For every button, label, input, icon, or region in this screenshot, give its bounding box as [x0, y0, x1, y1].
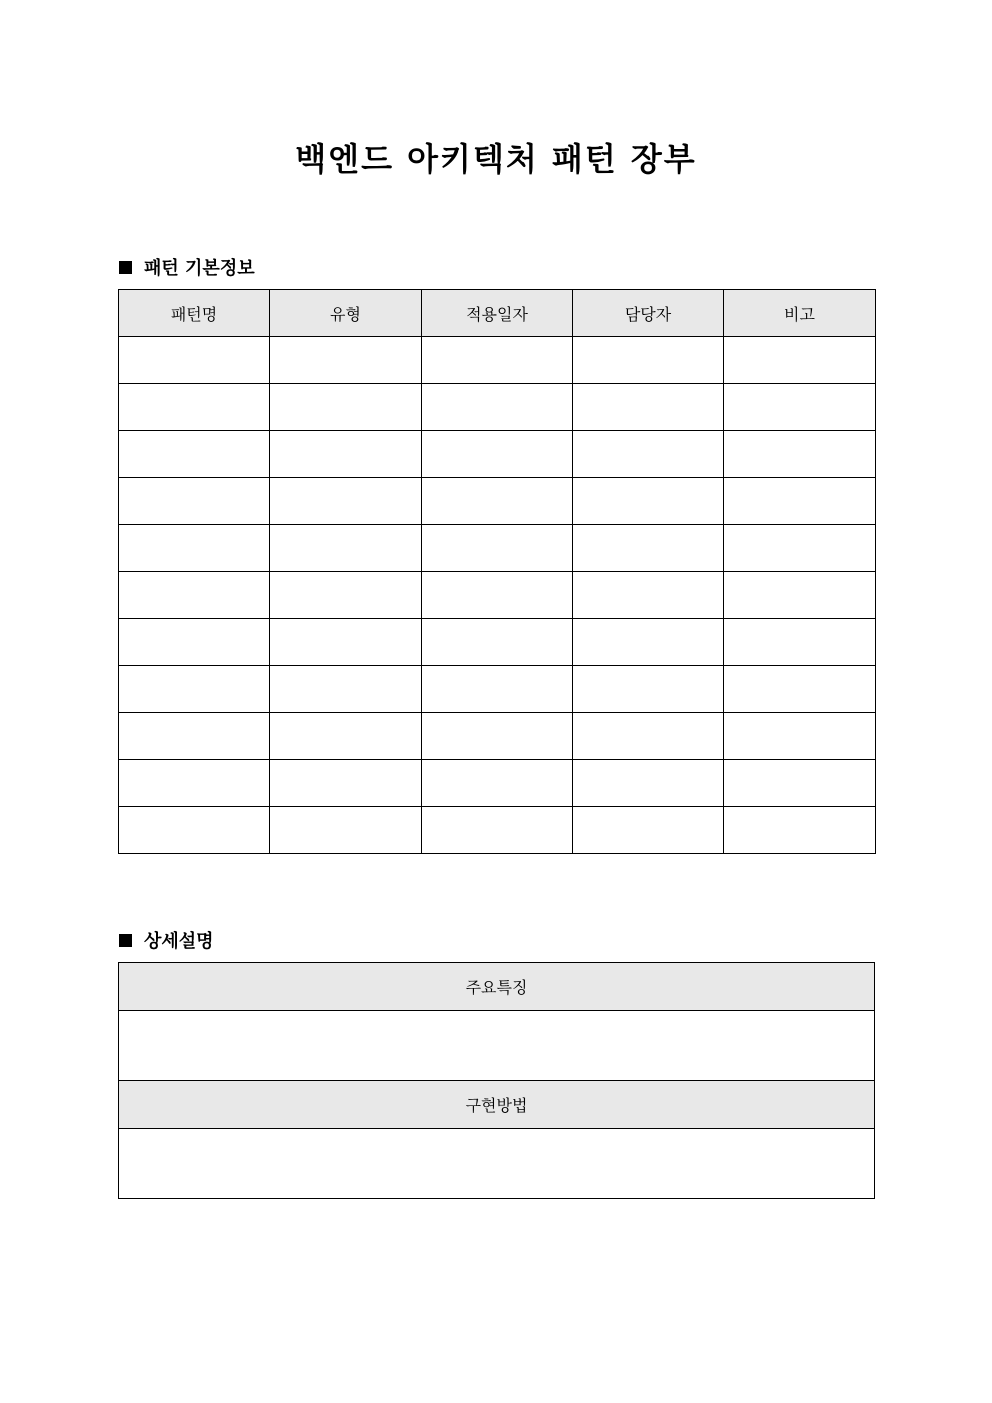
table-row	[119, 431, 876, 478]
table-cell[interactable]	[573, 478, 724, 525]
table-cell[interactable]	[119, 384, 270, 431]
table-cell[interactable]	[422, 760, 573, 807]
table-cell[interactable]	[724, 760, 876, 807]
table-cell[interactable]	[119, 572, 270, 619]
table-cell[interactable]	[724, 807, 876, 854]
table-cell[interactable]	[573, 337, 724, 384]
table-cell[interactable]	[270, 478, 422, 525]
table-cell[interactable]	[422, 525, 573, 572]
table-row	[119, 572, 876, 619]
table-header-row	[119, 290, 876, 337]
pattern-detail-table	[118, 962, 875, 1199]
table-row	[119, 760, 876, 807]
table-cell[interactable]	[422, 666, 573, 713]
table-cell[interactable]	[422, 807, 573, 854]
table-cell[interactable]	[422, 478, 573, 525]
table-cell[interactable]	[573, 384, 724, 431]
column-header-applied-date: 적용일자	[422, 290, 573, 337]
column-header-owner: 담당자	[573, 290, 724, 337]
detail-label-key-features: 주요특징	[119, 963, 875, 1011]
table-row	[119, 525, 876, 572]
column-header-pattern-name: 패턴명	[119, 290, 270, 337]
section-heading-basic-info	[119, 254, 255, 280]
table-cell[interactable]	[724, 431, 876, 478]
table-cell[interactable]	[724, 337, 876, 384]
section-heading-label: 패턴 기본정보	[144, 258, 255, 279]
table-cell[interactable]	[724, 572, 876, 619]
table-cell[interactable]	[422, 619, 573, 666]
detail-content-row	[119, 1129, 875, 1199]
table-cell[interactable]	[270, 384, 422, 431]
table-cell[interactable]	[422, 572, 573, 619]
column-header-remarks: 비고	[724, 290, 876, 337]
detail-label-row	[119, 963, 875, 1011]
table-cell[interactable]	[573, 431, 724, 478]
table-row	[119, 807, 876, 854]
table-cell[interactable]	[573, 807, 724, 854]
table-cell[interactable]	[119, 525, 270, 572]
section-heading-label: 상세설명	[144, 931, 214, 952]
table-row	[119, 619, 876, 666]
detail-label-row	[119, 1081, 875, 1129]
table-cell[interactable]	[573, 760, 724, 807]
detail-content-row	[119, 1011, 875, 1081]
black-square-icon	[119, 261, 132, 274]
table-cell[interactable]	[573, 619, 724, 666]
table-cell[interactable]	[724, 478, 876, 525]
table-cell[interactable]	[270, 619, 422, 666]
table-cell[interactable]	[724, 525, 876, 572]
table-row	[119, 384, 876, 431]
table-cell[interactable]	[270, 666, 422, 713]
table-cell[interactable]	[724, 713, 876, 760]
table-cell[interactable]	[119, 760, 270, 807]
table-cell[interactable]	[119, 478, 270, 525]
table-cell[interactable]	[119, 807, 270, 854]
table-cell[interactable]	[119, 337, 270, 384]
table-cell[interactable]	[270, 431, 422, 478]
table-cell[interactable]	[422, 384, 573, 431]
table-cell[interactable]	[724, 619, 876, 666]
table-cell[interactable]	[422, 431, 573, 478]
table-cell[interactable]	[119, 666, 270, 713]
table-cell[interactable]	[573, 666, 724, 713]
table-cell[interactable]	[119, 619, 270, 666]
detail-label-implementation: 구현방법	[119, 1081, 875, 1129]
table-cell[interactable]	[270, 713, 422, 760]
table-cell[interactable]	[270, 572, 422, 619]
detail-content-implementation[interactable]	[119, 1129, 875, 1199]
table-cell[interactable]	[573, 572, 724, 619]
pattern-basic-info-table	[118, 289, 876, 854]
detail-content-key-features[interactable]	[119, 1011, 875, 1081]
table-cell[interactable]	[270, 525, 422, 572]
table-cell[interactable]	[573, 525, 724, 572]
section-heading-detail	[119, 927, 214, 953]
table-cell[interactable]	[724, 666, 876, 713]
table-cell[interactable]	[119, 431, 270, 478]
page-title: 백엔드 아키텍처 패턴 장부	[295, 140, 697, 178]
table-row	[119, 666, 876, 713]
table-cell[interactable]	[573, 713, 724, 760]
table-cell[interactable]	[270, 337, 422, 384]
table-cell[interactable]	[270, 760, 422, 807]
table-cell[interactable]	[422, 337, 573, 384]
table-cell[interactable]	[270, 807, 422, 854]
table-row	[119, 478, 876, 525]
table-cell[interactable]	[724, 384, 876, 431]
black-square-icon	[119, 934, 132, 947]
table-cell[interactable]	[422, 713, 573, 760]
table-cell[interactable]	[119, 713, 270, 760]
table-row	[119, 337, 876, 384]
column-header-type: 유형	[270, 290, 422, 337]
table-row	[119, 713, 876, 760]
